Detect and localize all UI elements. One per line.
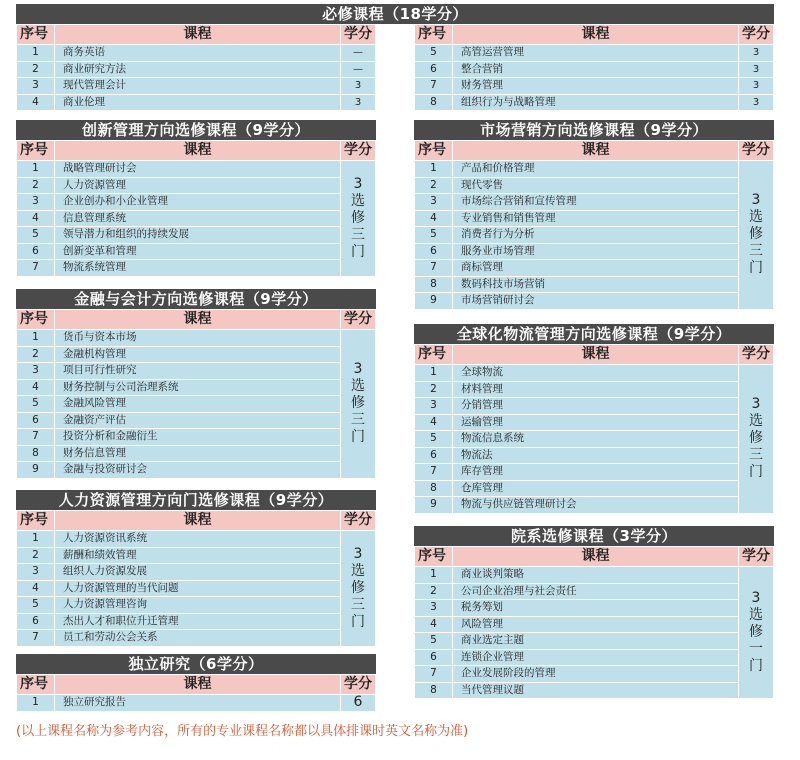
innovation-section	[16, 120, 376, 277]
marketing-title: 市场营销方向选修课程（9学分）	[414, 120, 774, 140]
table-row: 1 货币与资本市场 3 选 修 三 门	[17, 330, 376, 347]
table-row: 3 现代管理会计 3	[17, 78, 376, 95]
department-section	[414, 526, 774, 699]
table-row: 9 物流与供应链管理研讨会	[415, 497, 774, 514]
table-row: 7 员工和劳动公会关系	[17, 630, 376, 647]
table-row: 1 商务英语 —	[17, 45, 376, 62]
table-row: 9 金融与投资研讨会	[17, 462, 376, 479]
table-row: 2 材料管理	[415, 381, 774, 398]
table-row: 3 分销管理	[415, 398, 774, 415]
table-row: 7 投资分析和金融衍生	[17, 429, 376, 446]
col-no: 序号	[17, 511, 55, 531]
required-table-left	[16, 24, 376, 111]
finance-section	[16, 289, 376, 479]
table-row: 6 服务业市场管理	[415, 243, 774, 260]
table-row: 2 商业研究方法 —	[17, 61, 376, 78]
table-row: 6 杰出人才和职位升迁管理	[17, 613, 376, 630]
table-row: 5 领导潜力和组织的持续发展	[17, 227, 376, 244]
table-row: 1 独立研究报告 6	[17, 695, 376, 712]
col-no: 序号	[17, 141, 55, 161]
col-course: 课程	[453, 547, 739, 567]
logistics-title: 全球化物流管理方向选修课程（9学分）	[414, 324, 774, 344]
table-row: 3 企业创办和小企业管理	[17, 194, 376, 211]
table-row: 7 物流系统管理	[17, 260, 376, 277]
credit-note: 3 选 修 三 门	[341, 531, 376, 647]
table-row: 5 物流信息系统	[415, 431, 774, 448]
col-course: 课程	[55, 25, 341, 45]
table-row: 3 项目可行性研究	[17, 363, 376, 380]
table-row: 3 税务筹划	[415, 600, 774, 617]
table-row: 6 金融资产评估	[17, 412, 376, 429]
hr-title: 人力资源管理方向门选修课程（9学分）	[16, 490, 376, 510]
marketing-section	[414, 120, 774, 310]
table-row: 4 风险管理	[415, 616, 774, 633]
required-title: 必修课程（18学分）	[16, 4, 774, 24]
col-credit: 学分	[739, 345, 774, 365]
table-row: 5 消费者行为分析	[415, 227, 774, 244]
col-credit: 学分	[739, 141, 774, 161]
table-row: 3 组织人力资源发展	[17, 564, 376, 581]
col-credit: 学分	[341, 511, 376, 531]
table-row: 2 现代零售	[415, 177, 774, 194]
col-no: 序号	[415, 547, 453, 567]
independent-title: 独立研究（6学分）	[16, 654, 376, 674]
col-course: 课程	[453, 141, 739, 161]
table-row: 2 公司企业治理与社会责任	[415, 583, 774, 600]
col-course: 课程	[453, 25, 739, 45]
table-row: 8 组织行为与战略管理 3	[415, 94, 774, 111]
col-credit: 学分	[341, 141, 376, 161]
logistics-section	[414, 324, 774, 514]
table-row: 1 战略管理研讨会 3 选 修 三 门	[17, 161, 376, 178]
table-row: 6 连锁企业管理	[415, 649, 774, 666]
table-row: 3 市场综合营销和宣传管理	[415, 194, 774, 211]
table-row: 4 财务控制与公司治理系统	[17, 379, 376, 396]
department-title: 院系选修课程（3学分）	[414, 526, 774, 546]
credit-note: 3 选 修 三 门	[739, 161, 774, 310]
credit-note: 3 选 修 一 门	[739, 567, 774, 699]
col-course: 课程	[55, 511, 341, 531]
table-row: 6 整合营销 3	[415, 61, 774, 78]
table-row: 2 薪酬和绩效管理	[17, 547, 376, 564]
table-row: 5 人力资源管理咨询	[17, 597, 376, 614]
table-row: 7 财务管理 3	[415, 78, 774, 95]
col-credit: 学分	[341, 25, 376, 45]
table-row: 8 仓库管理	[415, 480, 774, 497]
col-no: 序号	[415, 25, 453, 45]
col-course: 课程	[55, 675, 341, 695]
table-row: 8 数码科技市场营销	[415, 276, 774, 293]
table-row: 7 库存管理	[415, 464, 774, 481]
table-row: 6 创新变革和管理	[17, 243, 376, 260]
independent-section	[16, 654, 376, 712]
table-row: 5 高管运营管理 3	[415, 45, 774, 62]
col-no: 序号	[415, 345, 453, 365]
table-row: 2 金融机构管理	[17, 346, 376, 363]
table-row: 1 全球物流 3 选 修 三 门	[415, 365, 774, 382]
table-row: 4 信息管理系统	[17, 210, 376, 227]
col-no: 序号	[415, 141, 453, 161]
credit-note: 3 选 修 三 门	[739, 365, 774, 514]
col-course: 课程	[55, 310, 341, 330]
col-credit: 学分	[341, 310, 376, 330]
col-course: 课程	[55, 141, 341, 161]
table-row: 1 产品和价格管理 3 选 修 三 门	[415, 161, 774, 178]
table-row: 8 当代管理议题	[415, 682, 774, 699]
finance-title: 金融与会计方向选修课程（9学分）	[16, 289, 376, 309]
credit-note: 3 选 修 三 门	[341, 161, 376, 277]
col-no: 序号	[17, 675, 55, 695]
table-row: 8 财务信息管理	[17, 445, 376, 462]
table-row: 6 物流法	[415, 447, 774, 464]
table-row: 5 金融风险管理	[17, 396, 376, 413]
table-row: 1 人力资源资讯系统 3 选 修 三 门	[17, 531, 376, 548]
table-row: 4 运输管理	[415, 414, 774, 431]
table-row: 4 商业伦理 3	[17, 94, 376, 111]
col-no: 序号	[17, 25, 55, 45]
col-credit: 学分	[341, 675, 376, 695]
table-row: 4 专业销售和销售管理	[415, 210, 774, 227]
table-row: 4 人力资源管理的当代问题	[17, 580, 376, 597]
credit-note: 3 选 修 三 门	[341, 330, 376, 479]
hr-section	[16, 490, 376, 647]
footer-note: (以上课程名称为参考内容，所有的专业课程名称都以具体排课时英文名称为准)	[16, 724, 469, 739]
col-course: 课程	[453, 345, 739, 365]
col-credit: 学分	[739, 547, 774, 567]
required-table-right	[414, 24, 774, 111]
table-row: 7 商标管理	[415, 260, 774, 277]
table-row: 1 商业谈判策略 3 选 修 一 门	[415, 567, 774, 584]
innovation-title: 创新管理方向选修课程（9学分）	[16, 120, 376, 140]
table-row: 9 市场营销研讨会	[415, 293, 774, 310]
col-credit: 学分	[739, 25, 774, 45]
col-no: 序号	[17, 310, 55, 330]
table-row: 5 商业选定主题	[415, 633, 774, 650]
table-row: 7 企业发展阶段的管理	[415, 666, 774, 683]
table-row: 2 人力资源管理	[17, 177, 376, 194]
